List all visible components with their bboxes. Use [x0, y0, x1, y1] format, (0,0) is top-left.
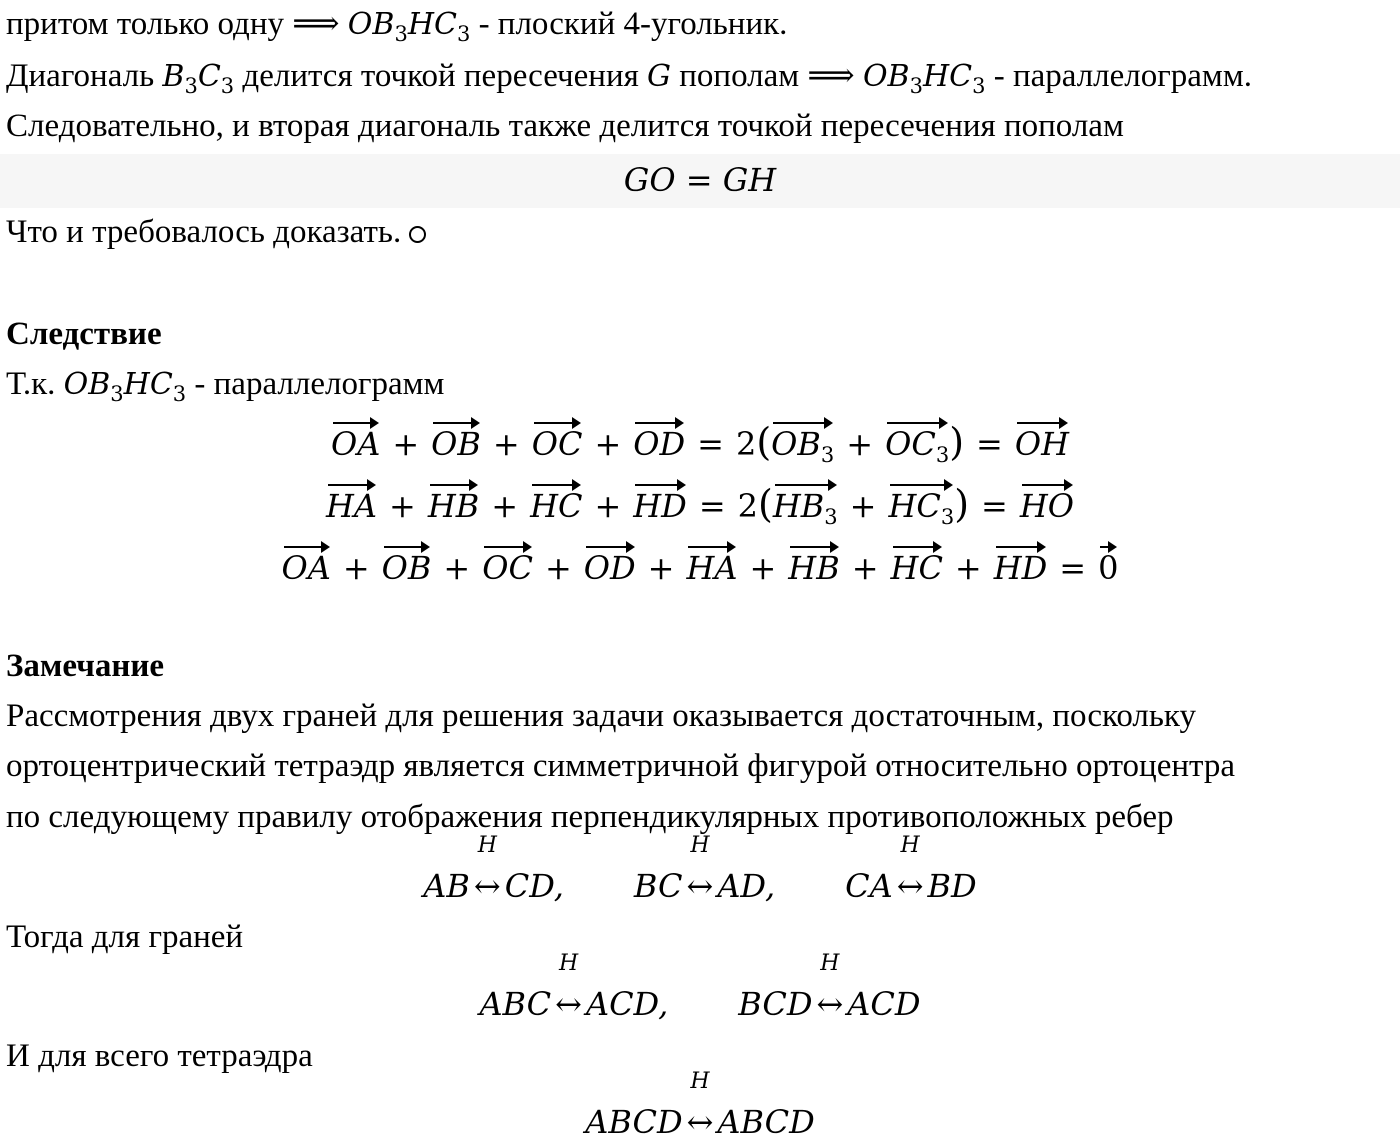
vector-oa: OA	[282, 544, 331, 590]
vector-oc: OC	[532, 420, 583, 466]
equation-tetra-mapping: ABCD H ↔ ABCD	[585, 1069, 815, 1141]
text-span: Что и требовалось доказать.	[6, 214, 402, 250]
text-span: пополам ⟹	[671, 58, 863, 94]
remark-line-1: Рассмотрения двух граней для решения задачи оказывается достаточным, поскольку	[6, 698, 1196, 734]
equation-edge-mapping: AB H ↔ CD, BC H ↔ AD, CA H ↔ BD	[423, 833, 977, 905]
equation-vector-sum-h: HA + HB + HC + HD = $2(HB_3 + HC_3)$ = HO	[326, 482, 1074, 529]
text-line-1	[6, 4, 787, 45]
text-span: Диагональ	[6, 58, 163, 94]
vector-ha: HA	[326, 482, 377, 528]
vector-hb: HB	[788, 544, 839, 590]
vector-oc3: $OC_3$	[885, 420, 949, 466]
vector-hc3: $HC_3$	[888, 482, 954, 528]
vector-ob: OB	[431, 420, 481, 466]
vector-ob: OB	[382, 544, 432, 590]
vector-od: OD	[633, 420, 685, 466]
equation-go-gh: GO = GH	[623, 161, 777, 199]
text-line-2	[6, 56, 1252, 97]
vector-hb3: $HB_3$	[773, 482, 838, 528]
math-b3c3: $B_3C_3$	[162, 59, 235, 98]
vector-hb: HB	[428, 482, 479, 528]
remark-line-2: ортоцентрический тетраэдр является симметричной фигурой относительно ортоцентра	[6, 748, 1235, 784]
tetra-intro: И для всего тетраэдра	[6, 1038, 313, 1074]
text-span: - параллелограмм	[186, 366, 445, 402]
remark-heading: Замечание	[6, 648, 165, 684]
text-span: Т.к.	[6, 366, 64, 402]
qed-line	[6, 212, 426, 252]
text-span: - плоский 4-угольник.	[470, 6, 788, 42]
corollary-heading: Следствие	[6, 316, 162, 352]
corollary-intro	[6, 364, 444, 405]
vector-ho: HO	[1020, 482, 1074, 528]
text-span: делится точкой пересечения	[234, 58, 648, 94]
text-line-3: Следовательно, и вторая диагональ также делится точкой пересечения пополам	[6, 108, 1124, 144]
vector-ha: HA	[686, 544, 737, 590]
faces-intro: Тогда для граней	[6, 919, 244, 955]
vector-hd: HD	[994, 544, 1048, 590]
text-span: притом только одну ⟹	[6, 6, 348, 42]
vector-oa: OA	[331, 420, 380, 466]
text-span: - параллелограмм.	[985, 58, 1252, 94]
equation-face-mapping: ABC H ↔ ACD, BCD H ↔ ACD	[479, 951, 921, 1023]
equation-vector-sum-zero: OA + OB + OC + OD + HA + HB + HC + HD = 0	[0, 544, 1400, 590]
math-g: G	[647, 59, 671, 94]
vector-oc: OC	[482, 544, 533, 590]
math-ob3hc3: $OB_3HC_3$	[862, 59, 986, 98]
vector-oh: OH	[1015, 420, 1069, 466]
vector-ob3: $OB_3$	[771, 420, 834, 466]
vector-hc: HC	[891, 544, 943, 590]
vector-hc: HC	[530, 482, 582, 528]
remark-line-3: по следующему правилу отображения перпендикулярных противоположных ребер	[6, 799, 1174, 835]
equation-vector-sum-o: OA + OB + OC + OD = $2(OB_3 + OC_3)$ = OH	[331, 420, 1069, 467]
vector-zero: 0	[1098, 544, 1118, 590]
qed-circle-icon	[409, 226, 426, 243]
vector-hd: HD	[633, 482, 687, 528]
math-ob3hc3: $OB_3HC_3$	[63, 367, 187, 406]
vector-od: OD	[584, 544, 636, 590]
math-ob3hc3: $OB_3HC_3$	[347, 7, 471, 46]
